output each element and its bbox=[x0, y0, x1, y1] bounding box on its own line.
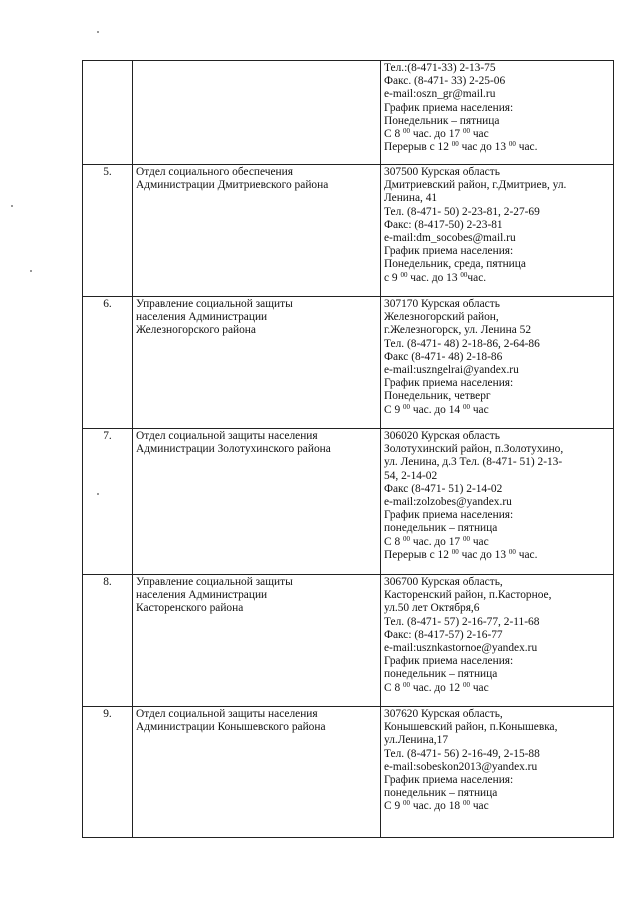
contact-text: Тел.:(8-471-33) 2-13-75 bbox=[384, 62, 496, 74]
contact-line bbox=[384, 430, 610, 443]
contact-line bbox=[384, 602, 610, 615]
contact-line bbox=[384, 298, 610, 311]
contact-line bbox=[384, 192, 610, 205]
contact-text: Тел. (8-471- 57) 2-16-77, 2-11-68 bbox=[384, 615, 540, 628]
contacts-cell bbox=[381, 297, 614, 429]
time-superscript: 00 bbox=[508, 140, 516, 149]
row-number: 6. bbox=[83, 297, 133, 429]
contact-line bbox=[384, 166, 610, 179]
contact-text: e-mail:uszngelrai@yandex.ru bbox=[384, 364, 519, 377]
row-number: 9. bbox=[83, 707, 133, 838]
contact-text: Тел. (8-471- 56) 2-16-49, 2-15-88 bbox=[384, 747, 540, 760]
organization-cell bbox=[133, 297, 381, 429]
organization-cell bbox=[133, 575, 381, 707]
contact-text: С 8 bbox=[384, 681, 403, 694]
time-superscript: 00 bbox=[460, 270, 468, 279]
organization-name-line: Администрации Конышевского района bbox=[136, 721, 326, 734]
contact-text: час до 13 bbox=[458, 141, 509, 154]
contact-text: График приема населения: bbox=[384, 245, 514, 258]
contact-line bbox=[384, 324, 610, 337]
contact-text: График приема населения: bbox=[384, 655, 514, 668]
contact-line bbox=[384, 128, 610, 141]
contact-text: 307620 Курская область, bbox=[384, 708, 503, 720]
contact-line bbox=[384, 258, 610, 271]
table-row bbox=[83, 429, 614, 575]
contact-line bbox=[384, 351, 610, 364]
time-superscript: 00 bbox=[403, 534, 410, 543]
contact-text: час до 13 bbox=[458, 548, 509, 561]
contact-line bbox=[384, 721, 610, 734]
table-row bbox=[83, 297, 614, 429]
contact-line bbox=[384, 141, 610, 154]
contact-text: час. bbox=[515, 141, 538, 154]
contact-line bbox=[384, 115, 610, 128]
contact-line bbox=[384, 748, 610, 761]
contact-line bbox=[384, 272, 610, 285]
table-body bbox=[83, 61, 614, 838]
contact-text: час. bbox=[515, 548, 538, 561]
organization-cell bbox=[133, 61, 381, 165]
table-row bbox=[83, 575, 614, 707]
time-superscript: 00 bbox=[451, 547, 459, 556]
scan-speck bbox=[11, 205, 13, 207]
contact-text: 307500 Курская область bbox=[384, 166, 500, 178]
contact-line bbox=[384, 102, 610, 115]
contact-text: час. до 17 bbox=[410, 128, 463, 141]
contact-line bbox=[384, 576, 610, 589]
contact-text: Факс (8-471- 51) 2-14-02 bbox=[384, 482, 503, 495]
contact-line bbox=[384, 470, 610, 483]
contact-text: час. до 14 bbox=[410, 403, 463, 416]
contact-line bbox=[384, 456, 610, 469]
contact-line bbox=[384, 206, 610, 219]
contact-text: понедельник – пятница bbox=[384, 787, 498, 800]
time-superscript: 00 bbox=[462, 127, 470, 136]
contact-line bbox=[384, 800, 610, 813]
scan-speck bbox=[30, 270, 32, 272]
contact-text: Касторенский район, п.Касторное, bbox=[384, 589, 552, 602]
contact-text: График приема населения: bbox=[384, 101, 514, 114]
time-superscript: 00 bbox=[462, 680, 470, 689]
contact-line bbox=[384, 232, 610, 245]
contact-line bbox=[384, 245, 610, 258]
contact-text: e-mail:sobeskon2013@yandex.ru bbox=[384, 760, 538, 773]
organization-name-line: Администрации Золотухинского района bbox=[136, 443, 331, 456]
row-number bbox=[83, 61, 133, 165]
contact-text: Понедельник, среда, пятница bbox=[384, 258, 526, 271]
contact-text: ул.50 лет Октября,6 bbox=[384, 602, 480, 615]
contact-line bbox=[384, 655, 610, 668]
contact-line bbox=[384, 509, 610, 522]
contact-text: e-mail:oszn_gr@mail.ru bbox=[384, 88, 496, 101]
contact-line bbox=[384, 75, 610, 88]
contact-text: час bbox=[469, 800, 489, 813]
organization-name-line: населения Администрации bbox=[136, 589, 268, 602]
contacts-cell bbox=[381, 61, 614, 165]
time-superscript: 00 bbox=[462, 402, 470, 411]
contacts-cell bbox=[381, 429, 614, 575]
contact-text: e-mail:dm_socobes@mail.ru bbox=[384, 232, 516, 245]
contact-text: График приема населения: bbox=[384, 377, 514, 390]
contact-text: с 9 bbox=[384, 271, 401, 284]
organization-name-line: Касторенского района bbox=[136, 602, 244, 615]
contact-text: Золотухинский район, п.Золотухино, bbox=[384, 443, 564, 456]
contact-line bbox=[384, 589, 610, 602]
contact-line bbox=[384, 549, 610, 562]
time-superscript: 00 bbox=[403, 799, 410, 808]
contact-text: Ленина, 41 bbox=[384, 192, 438, 205]
contact-text: Понедельник, четверг bbox=[384, 390, 491, 403]
contact-text: час. до 12 bbox=[410, 681, 463, 694]
organization-name-line: Управление социальной защиты bbox=[136, 576, 293, 588]
organization-cell bbox=[133, 707, 381, 838]
contact-text: ул. Ленина, д.3 Тел. (8-471- 51) 2-13- bbox=[384, 456, 563, 469]
contact-line bbox=[384, 483, 610, 496]
contact-line bbox=[384, 179, 610, 192]
contact-line bbox=[384, 616, 610, 629]
contacts-cell bbox=[381, 707, 614, 838]
contact-text: час bbox=[469, 535, 489, 548]
contact-line bbox=[384, 761, 610, 774]
contact-line bbox=[384, 62, 610, 75]
contact-text: Факс. (8-471- 33) 2-25-06 bbox=[384, 75, 506, 88]
contact-text: e-mail:usznkastornoe@yandex.ru bbox=[384, 642, 538, 655]
contacts-cell bbox=[381, 165, 614, 297]
time-superscript: 00 bbox=[403, 402, 410, 411]
contact-text: час. до 17 bbox=[410, 535, 463, 548]
scan-speck bbox=[97, 31, 99, 33]
time-superscript: 00 bbox=[400, 270, 408, 279]
organization-cell bbox=[133, 165, 381, 297]
table-row bbox=[83, 61, 614, 165]
contact-text: г.Железногорск, ул. Ленина 52 bbox=[384, 324, 532, 337]
contact-text: Конышевский район, п.Конышевка, bbox=[384, 721, 558, 734]
time-superscript: 00 bbox=[403, 127, 410, 136]
contact-text: час. до 18 bbox=[410, 800, 463, 813]
organization-name-line: Отдел социальной защиты населения bbox=[136, 708, 318, 720]
contact-text: час. bbox=[467, 271, 487, 284]
table-row bbox=[83, 707, 614, 838]
contact-text: час bbox=[469, 128, 489, 141]
contact-line bbox=[384, 774, 610, 787]
contact-text: С 9 bbox=[384, 403, 403, 416]
time-superscript: 00 bbox=[451, 140, 459, 149]
time-superscript: 00 bbox=[403, 680, 410, 689]
contact-text: Перерыв с 12 bbox=[384, 141, 452, 154]
contact-text: Факс: (8-417-57) 2-16-77 bbox=[384, 628, 503, 641]
contact-text: 54, 2-14-02 bbox=[384, 469, 438, 482]
contact-line bbox=[384, 522, 610, 535]
row-number: 8. bbox=[83, 575, 133, 707]
organization-name-line: Отдел социальной защиты населения bbox=[136, 430, 318, 442]
contact-text: час. до 13 bbox=[407, 271, 461, 284]
contact-text: понедельник – пятница bbox=[384, 668, 498, 681]
organization-name-line: Железногорского района bbox=[136, 324, 256, 337]
contact-text: 306020 Курская область bbox=[384, 430, 500, 442]
social-protection-offices-table bbox=[82, 60, 614, 838]
contact-text: e-mail:zolzobes@yandex.ru bbox=[384, 496, 512, 509]
time-superscript: 00 bbox=[462, 799, 470, 808]
contact-line bbox=[384, 496, 610, 509]
contact-text: Факс (8-471- 48) 2-18-86 bbox=[384, 350, 503, 363]
time-superscript: 00 bbox=[462, 534, 470, 543]
organization-cell bbox=[133, 429, 381, 575]
contact-text: 307170 Курская область bbox=[384, 298, 500, 310]
contact-text: Тел. (8-471- 48) 2-18-86, 2-64-86 bbox=[384, 337, 540, 350]
contact-text: ул.Ленина,17 bbox=[384, 734, 449, 747]
organization-name-line: Администрации Дмитриевского района bbox=[136, 179, 329, 192]
contact-line bbox=[384, 377, 610, 390]
contact-line bbox=[384, 88, 610, 101]
contact-line bbox=[384, 734, 610, 747]
organization-name-line: Управление социальной защиты bbox=[136, 298, 293, 310]
contact-line bbox=[384, 642, 610, 655]
contact-text: С 8 bbox=[384, 535, 403, 548]
contact-text: час bbox=[469, 403, 489, 416]
contact-line bbox=[384, 787, 610, 800]
contact-text: Перерыв с 12 bbox=[384, 548, 452, 561]
contact-line bbox=[384, 404, 610, 417]
contact-line bbox=[384, 536, 610, 549]
time-superscript: 00 bbox=[508, 547, 516, 556]
contact-line bbox=[384, 364, 610, 377]
contact-line bbox=[384, 338, 610, 351]
contact-text: С 8 bbox=[384, 128, 403, 141]
row-number: 7. bbox=[83, 429, 133, 575]
row-number: 5. bbox=[83, 165, 133, 297]
contact-line bbox=[384, 708, 610, 721]
contact-text: Тел. (8-471- 50) 2-23-81, 2-27-69 bbox=[384, 205, 540, 218]
contact-line bbox=[384, 390, 610, 403]
contact-line bbox=[384, 311, 610, 324]
organization-name-line: Отдел социального обеспечения bbox=[136, 166, 293, 178]
contact-text: График приема населения: bbox=[384, 774, 514, 787]
contact-line bbox=[384, 219, 610, 232]
table-row bbox=[83, 165, 614, 297]
contact-line bbox=[384, 629, 610, 642]
contact-text: Дмитриевский район, г.Дмитриев, ул. bbox=[384, 179, 567, 192]
contact-line bbox=[384, 682, 610, 695]
contact-line bbox=[384, 668, 610, 681]
contact-text: 306700 Курская область, bbox=[384, 576, 503, 588]
contact-line bbox=[384, 443, 610, 456]
contacts-cell bbox=[381, 575, 614, 707]
contact-text: понедельник – пятница bbox=[384, 522, 498, 535]
contact-text: Железногорский район, bbox=[384, 311, 499, 324]
contact-text: Факс: (8-417-50) 2-23-81 bbox=[384, 218, 503, 231]
contact-text: час bbox=[469, 681, 489, 694]
contact-text: График приема населения: bbox=[384, 509, 514, 522]
contact-text: С 9 bbox=[384, 800, 403, 813]
organization-name-line: населения Администрации bbox=[136, 311, 268, 324]
contact-text: Понедельник – пятница bbox=[384, 114, 500, 127]
